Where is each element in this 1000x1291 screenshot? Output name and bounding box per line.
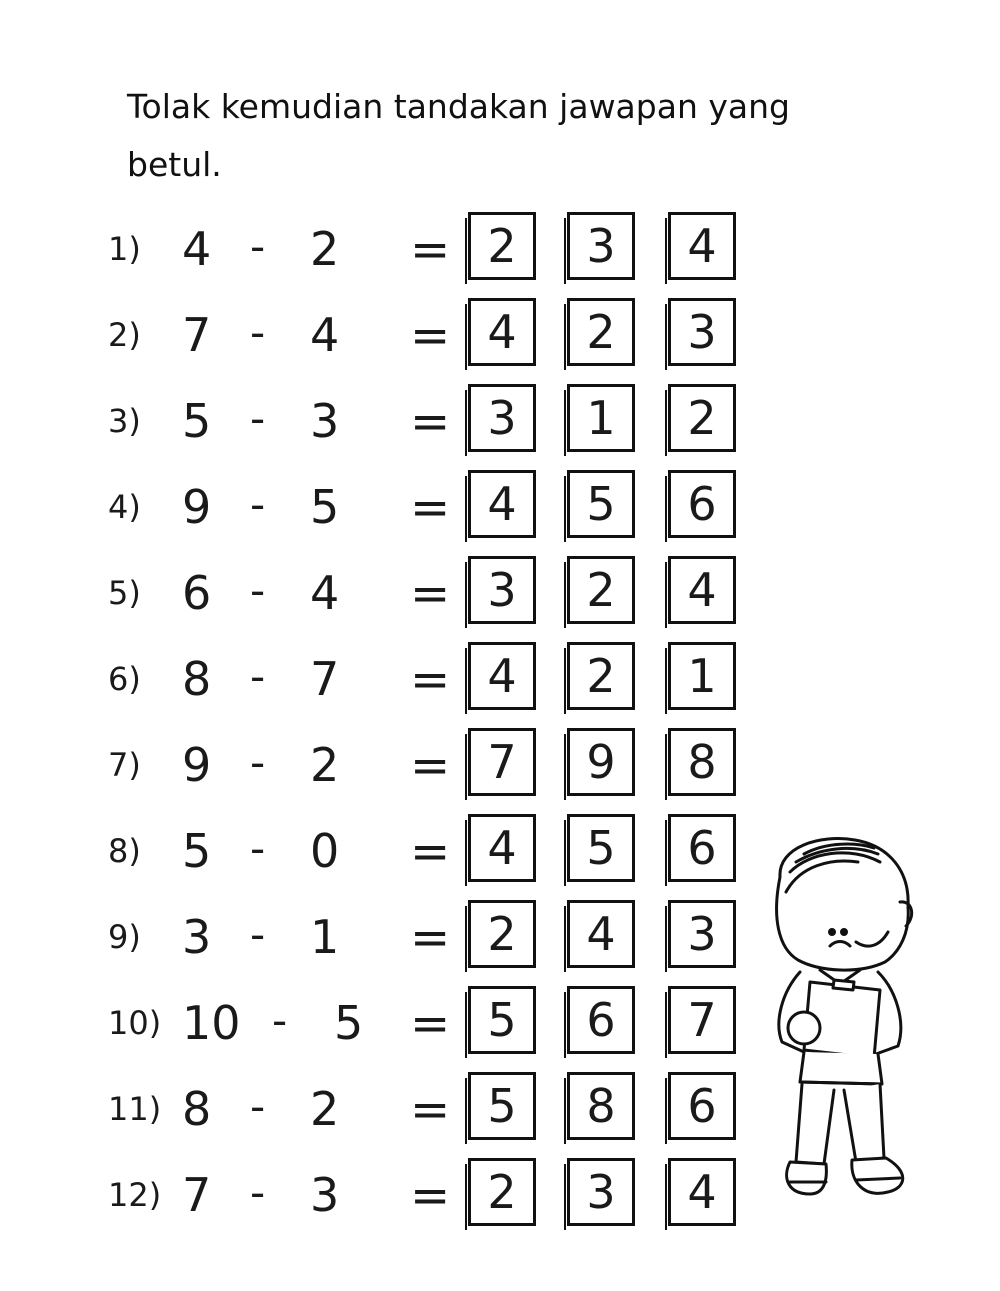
question-number: 1)	[108, 230, 141, 268]
answer-choice-3[interactable]: 6	[668, 1072, 736, 1140]
answer-choice-1[interactable]: 4	[468, 470, 536, 538]
minus-sign: -	[250, 222, 266, 271]
question-number: 4)	[108, 488, 141, 526]
equals-sign: =	[410, 394, 451, 450]
answer-choice-3[interactable]: 6	[668, 814, 736, 882]
answer-choice-2[interactable]: 2	[567, 556, 635, 624]
question-number: 11)	[108, 1090, 162, 1128]
equals-sign: =	[410, 824, 451, 880]
equals-sign: =	[410, 738, 451, 794]
minus-sign: -	[250, 910, 266, 959]
operand-b: 7	[310, 652, 340, 706]
question-row	[0, 477, 760, 566]
answer-choice-3[interactable]: 3	[668, 298, 736, 366]
answer-choice-3[interactable]: 8	[668, 728, 736, 796]
question-row	[0, 305, 760, 394]
answer-choice-3[interactable]: 2	[668, 384, 736, 452]
operand-a: 5	[182, 824, 212, 878]
minus-sign: -	[272, 996, 288, 1045]
instruction-text: Tolak kemudian tandakan jawapan yang betul.	[127, 87, 790, 184]
operand-a: 8	[182, 652, 212, 706]
answer-choice-2[interactable]: 3	[567, 1158, 635, 1226]
operand-b: 4	[310, 566, 340, 620]
minus-sign: -	[250, 652, 266, 701]
operand-b: 1	[310, 910, 340, 964]
question-row	[0, 735, 760, 824]
question-row	[0, 1079, 760, 1168]
equals-sign: =	[410, 308, 451, 364]
minus-sign: -	[250, 738, 266, 787]
operand-a: 9	[182, 738, 212, 792]
answer-choice-2[interactable]: 6	[567, 986, 635, 1054]
operand-a: 9	[182, 480, 212, 534]
minus-sign: -	[250, 394, 266, 443]
answer-choice-1[interactable]: 2	[468, 900, 536, 968]
operand-b: 5	[334, 996, 364, 1050]
question-row	[0, 563, 760, 652]
question-row	[0, 649, 760, 738]
answer-choice-2[interactable]: 3	[567, 212, 635, 280]
operand-b: 0	[310, 824, 340, 878]
answer-choice-1[interactable]: 3	[468, 556, 536, 624]
question-row	[0, 821, 760, 910]
answer-choice-1[interactable]: 4	[468, 642, 536, 710]
answer-choice-2[interactable]: 1	[567, 384, 635, 452]
boy-with-clipboard-illustration	[760, 832, 920, 1222]
answer-choice-1[interactable]: 4	[468, 298, 536, 366]
answer-choice-2[interactable]: 8	[567, 1072, 635, 1140]
equals-sign: =	[410, 222, 451, 278]
question-row	[0, 993, 760, 1082]
answer-choice-3[interactable]: 1	[668, 642, 736, 710]
answer-choice-3[interactable]: 4	[668, 1158, 736, 1226]
question-row	[0, 219, 760, 308]
answer-choice-1[interactable]: 7	[468, 728, 536, 796]
minus-sign: -	[250, 308, 266, 357]
minus-sign: -	[250, 824, 266, 873]
operand-a: 10	[182, 996, 241, 1050]
answer-choice-2[interactable]: 5	[567, 470, 635, 538]
question-row	[0, 907, 760, 996]
answer-choice-3[interactable]: 4	[668, 556, 736, 624]
answer-choice-3[interactable]: 7	[668, 986, 736, 1054]
minus-sign: -	[250, 1082, 266, 1131]
answer-choice-2[interactable]: 2	[567, 298, 635, 366]
equals-sign: =	[410, 652, 451, 708]
equals-sign: =	[410, 480, 451, 536]
equals-sign: =	[410, 566, 451, 622]
operand-a: 7	[182, 1168, 212, 1222]
answer-choice-2[interactable]: 2	[567, 642, 635, 710]
answer-choice-1[interactable]: 3	[468, 384, 536, 452]
operand-b: 2	[310, 1082, 340, 1136]
answer-choice-2[interactable]: 4	[567, 900, 635, 968]
operand-b: 3	[310, 394, 340, 448]
minus-sign: -	[250, 1168, 266, 1217]
operand-b: 5	[310, 480, 340, 534]
answer-choice-2[interactable]: 5	[567, 814, 635, 882]
question-row	[0, 1165, 760, 1254]
operand-a: 6	[182, 566, 212, 620]
question-number: 9)	[108, 918, 141, 956]
question-number: 12)	[108, 1176, 162, 1214]
operand-a: 5	[182, 394, 212, 448]
answer-choice-1[interactable]: 5	[468, 1072, 536, 1140]
question-number: 2)	[108, 316, 141, 354]
question-number: 5)	[108, 574, 141, 612]
answer-choice-3[interactable]: 3	[668, 900, 736, 968]
question-number: 6)	[108, 660, 141, 698]
question-number: 7)	[108, 746, 141, 784]
equals-sign: =	[410, 1082, 451, 1138]
minus-sign: -	[250, 480, 266, 529]
operand-b: 2	[310, 738, 340, 792]
question-number: 10)	[108, 1004, 162, 1042]
answer-choice-1[interactable]: 4	[468, 814, 536, 882]
minus-sign: -	[250, 566, 266, 615]
question-number: 8)	[108, 832, 141, 870]
equals-sign: =	[410, 996, 451, 1052]
operand-a: 8	[182, 1082, 212, 1136]
question-row	[0, 391, 760, 480]
answer-choice-1[interactable]: 2	[468, 1158, 536, 1226]
equals-sign: =	[410, 1168, 451, 1224]
answer-choice-2[interactable]: 9	[567, 728, 635, 796]
answer-choice-3[interactable]: 4	[668, 212, 736, 280]
operand-b: 2	[310, 222, 340, 276]
answer-choice-1[interactable]: 2	[468, 212, 536, 280]
operand-b: 4	[310, 308, 340, 362]
equals-sign: =	[410, 910, 451, 966]
operand-b: 3	[310, 1168, 340, 1222]
answer-choice-3[interactable]: 6	[668, 470, 736, 538]
operand-a: 7	[182, 308, 212, 362]
question-number: 3)	[108, 402, 141, 440]
answer-choice-1[interactable]: 5	[468, 986, 536, 1054]
operand-a: 3	[182, 910, 212, 964]
operand-a: 4	[182, 222, 212, 276]
